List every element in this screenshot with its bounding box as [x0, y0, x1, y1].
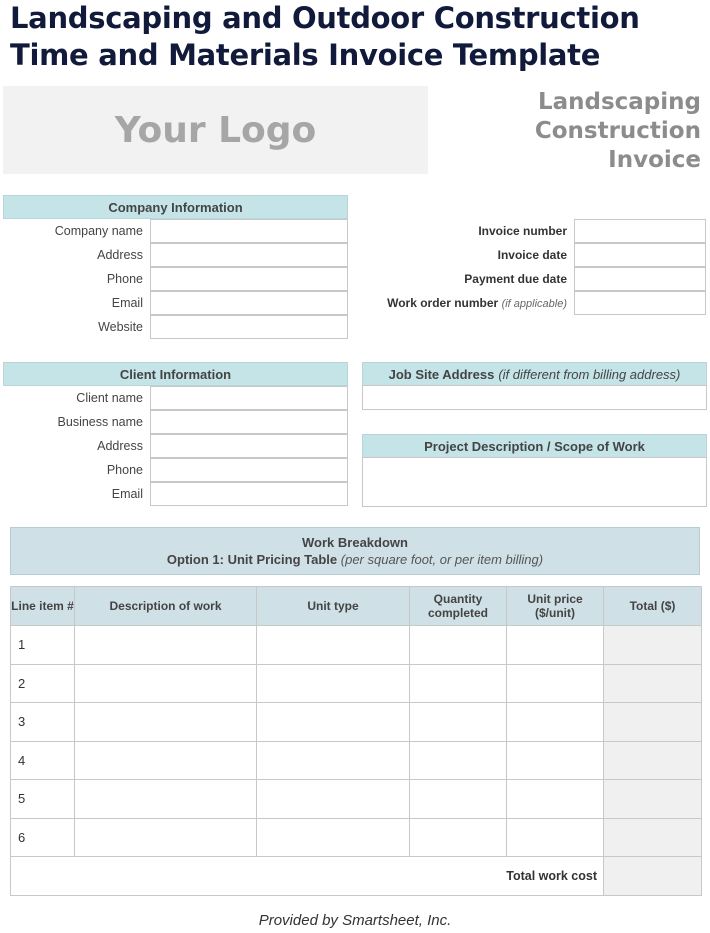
unit-price-cell[interactable] [507, 626, 604, 665]
logo-text: Your Logo [114, 109, 317, 151]
invoice-title-line: Invoice [608, 147, 701, 173]
work-breakdown-title: Work Breakdown [302, 535, 408, 550]
work-breakdown-heading [10, 527, 700, 575]
company-website-label: Website [98, 320, 143, 334]
client-email-label: Email [111, 487, 143, 501]
unit-type-cell[interactable] [257, 818, 410, 857]
table-row [11, 664, 702, 703]
payment-due-date-field[interactable] [574, 267, 706, 291]
company-email-row [3, 291, 348, 315]
client-address-row [3, 434, 348, 458]
unit-type-cell[interactable] [257, 703, 410, 742]
total-cell [604, 664, 702, 703]
description-cell[interactable] [75, 818, 257, 857]
unit-price-cell[interactable] [507, 780, 604, 819]
client-phone-label: Phone [106, 463, 143, 477]
table-header-row [11, 587, 702, 626]
quantity-cell[interactable] [410, 818, 507, 857]
client-name-field[interactable] [150, 386, 348, 410]
invoice-date-label [362, 248, 574, 262]
company-name-row [3, 219, 348, 243]
table-row [11, 741, 702, 780]
total-cell [604, 741, 702, 780]
invoice-number-field[interactable] [574, 219, 706, 243]
client-name-row [3, 386, 348, 410]
table-row [11, 818, 702, 857]
work-order-number-row [362, 291, 706, 315]
client-email-row [3, 482, 348, 506]
company-email-field[interactable] [150, 291, 348, 315]
col-header-quantity: Quantity completed [410, 587, 507, 626]
line-item-number: 2 [11, 664, 75, 703]
company-address-label: Address [97, 248, 143, 262]
col-header-unit-price: Unit price ($/unit) [507, 587, 604, 626]
job-site-heading [362, 362, 707, 386]
line-item-number: 6 [11, 818, 75, 857]
quantity-cell[interactable] [410, 664, 507, 703]
work-breakdown-option [167, 551, 543, 568]
col-header-line-item: Line item # [11, 587, 75, 626]
col-header-unit-type: Unit type [257, 587, 410, 626]
unit-price-cell[interactable] [507, 664, 604, 703]
footer-credit: Provided by Smartsheet, Inc. [258, 912, 452, 929]
work-breakdown-option-note: (per square foot, or per item billing) [340, 552, 544, 567]
client-info-heading-text: Client Information [119, 366, 232, 382]
business-name-label: Business name [57, 415, 143, 429]
logo-placeholder[interactable] [3, 86, 428, 174]
company-info-heading [3, 195, 348, 219]
line-item-number: 1 [11, 626, 75, 665]
work-order-number-note: (if applicable) [501, 298, 567, 310]
company-phone-field[interactable] [150, 267, 348, 291]
unit-price-cell[interactable] [507, 818, 604, 857]
payment-due-date-row [362, 267, 706, 291]
job-site-note: (if different from billing address) [498, 366, 681, 382]
invoice-number-row [362, 219, 706, 243]
page-title: Landscaping and Outdoor Construction Time and Materials Invoice Template [10, 1, 640, 72]
unit-type-cell[interactable] [257, 664, 410, 703]
quantity-cell[interactable] [410, 741, 507, 780]
client-info-heading [3, 362, 348, 386]
quantity-cell[interactable] [410, 703, 507, 742]
line-item-number: 3 [11, 703, 75, 742]
description-cell[interactable] [75, 780, 257, 819]
payment-due-date-label-text: Payment due date [464, 272, 567, 286]
project-description-heading [362, 434, 707, 458]
work-order-number-field[interactable] [574, 291, 706, 315]
table-row [11, 626, 702, 665]
invoice-number-label-text: Invoice number [478, 224, 567, 238]
project-description-field[interactable] [362, 457, 707, 507]
total-cell [604, 703, 702, 742]
total-work-cost-value [604, 857, 702, 896]
unit-type-cell[interactable] [257, 741, 410, 780]
quantity-cell[interactable] [410, 626, 507, 665]
unit-type-cell[interactable] [257, 780, 410, 819]
unit-type-cell[interactable] [257, 626, 410, 665]
client-address-label: Address [97, 439, 143, 453]
line-item-number: 5 [11, 780, 75, 819]
total-row [11, 857, 702, 896]
job-site-address-field[interactable] [362, 385, 707, 410]
invoice-date-row [362, 243, 706, 267]
total-cell [604, 780, 702, 819]
work-breakdown-table [10, 586, 702, 896]
invoice-date-field[interactable] [574, 243, 706, 267]
company-phone-label: Phone [106, 272, 143, 286]
client-email-field[interactable] [150, 482, 348, 506]
total-work-cost-label: Total work cost [11, 857, 604, 896]
col-header-description: Description of work [75, 587, 257, 626]
invoice-number-label [362, 224, 574, 238]
quantity-cell[interactable] [410, 780, 507, 819]
client-address-field[interactable] [150, 434, 348, 458]
table-row [11, 703, 702, 742]
description-cell[interactable] [75, 626, 257, 665]
payment-due-date-label [362, 272, 574, 286]
col-header-total: Total ($) [604, 587, 702, 626]
unit-price-cell[interactable] [507, 741, 604, 780]
company-email-label: Email [111, 296, 143, 310]
project-description-heading-text: Project Description / Scope of Work [424, 438, 645, 454]
company-website-row [3, 315, 348, 339]
client-phone-field[interactable] [150, 458, 348, 482]
total-cell [604, 626, 702, 665]
work-order-number-label-text: Work order number [387, 296, 499, 310]
description-cell[interactable] [75, 664, 257, 703]
description-cell[interactable] [75, 703, 257, 742]
company-phone-row [3, 267, 348, 291]
unit-price-cell[interactable] [507, 703, 604, 742]
line-item-number: 4 [11, 741, 75, 780]
total-cell [604, 818, 702, 857]
company-name-field[interactable] [150, 219, 348, 243]
work-breakdown-option-label: Option 1: Unit Pricing Table [166, 552, 338, 567]
client-phone-row [3, 458, 348, 482]
client-name-label: Client name [76, 391, 143, 405]
company-address-row [3, 243, 348, 267]
business-name-row [3, 410, 348, 434]
invoice-title [461, 88, 701, 175]
job-site-heading-text: Job Site Address [388, 366, 495, 382]
work-order-number-label [362, 296, 574, 310]
invoice-date-label-text: Invoice date [497, 248, 567, 262]
business-name-field[interactable] [150, 410, 348, 434]
invoice-title-line: Construction [534, 118, 701, 144]
invoice-title-line: Landscaping [537, 89, 701, 115]
company-website-field[interactable] [150, 315, 348, 339]
company-name-label: Company name [54, 224, 143, 238]
company-address-field[interactable] [150, 243, 348, 267]
description-cell[interactable] [75, 741, 257, 780]
company-info-heading-text: Company Information [108, 199, 243, 215]
table-row [11, 780, 702, 819]
